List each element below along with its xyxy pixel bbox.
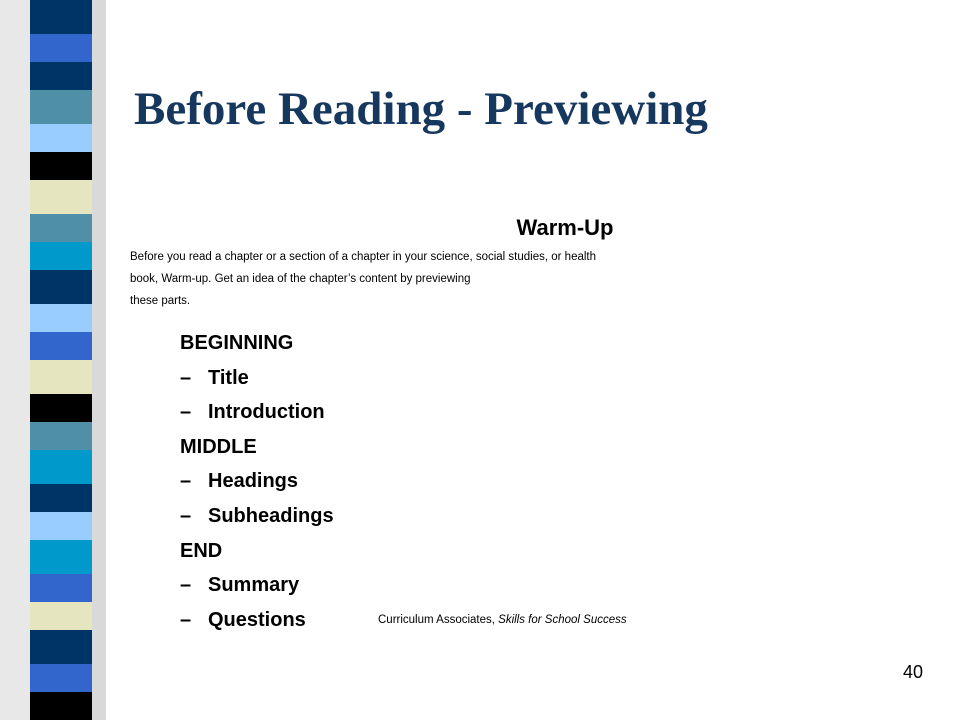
outline-text: Subheadings [208,504,334,527]
stripe-block [30,664,92,693]
stripe-block [30,242,92,271]
outline-text: Introduction [208,401,325,424]
dash-marker: – [180,504,192,527]
page-number: 40 [903,662,924,682]
warmup-heading: Warm-Up [516,215,614,240]
stripe-block [30,270,92,305]
stripe-block [30,630,92,665]
stripe-block [30,574,92,603]
outline-item [180,499,334,534]
stripe-block [30,484,92,513]
stripe-block [30,304,92,333]
stripe-block [30,152,92,181]
outline-text: MIDDLE [180,435,257,458]
stripe-block [30,34,92,63]
stripe-block [30,124,92,153]
outline-item [180,464,334,499]
outline-text: BEGINNING [180,332,294,354]
stripe-block [30,90,92,125]
stripe-block [30,62,92,91]
citation-work: Skills for School Success [498,614,627,626]
dash-marker: – [180,401,192,424]
stripe-block [30,332,92,361]
outline-section [180,326,334,361]
citation-publisher: Curriculum Associates, [378,614,499,626]
decorative-stripe-bar [0,0,108,720]
stripe-block [30,0,92,35]
stripe-block [30,692,92,720]
stripe-block [30,422,92,451]
outline-text: Headings [208,470,299,493]
intro-line: book, Warm-up. Get an idea of the chapter’s content by previewing [130,273,471,285]
stripe-shadow-right [92,0,106,720]
stripe-block [30,214,92,243]
stripe-block [30,540,92,575]
stripe-shadow-left [0,0,34,720]
outline-item [180,603,334,638]
outline-section [180,534,334,569]
stripe-block [30,450,92,485]
intro-line: these parts. [130,295,191,307]
outline-section [180,430,334,465]
outline-text: Questions [208,608,306,631]
slide-title: Before Reading - Previewing [134,83,708,135]
outline-text: END [180,539,223,562]
stripe-block [30,394,92,423]
stripe-block [30,512,92,541]
stripe-block [30,602,92,631]
stripe-block [30,180,92,215]
outline-text: Title [208,366,249,389]
dash-marker: – [180,608,192,631]
citation [378,614,627,626]
dash-marker: – [180,470,192,493]
preview-outline-list [180,326,334,637]
outline-item [180,395,334,430]
intro-paragraph [130,248,750,314]
dash-marker: – [180,366,192,389]
outline-item [180,568,334,603]
intro-line: Before you read a chapter or a section of a chapter in your science, social studies, or health [130,251,597,263]
stripe-block [30,360,92,395]
dash-marker: – [180,574,192,597]
outline-item [180,361,334,396]
outline-text: Summary [208,574,300,597]
